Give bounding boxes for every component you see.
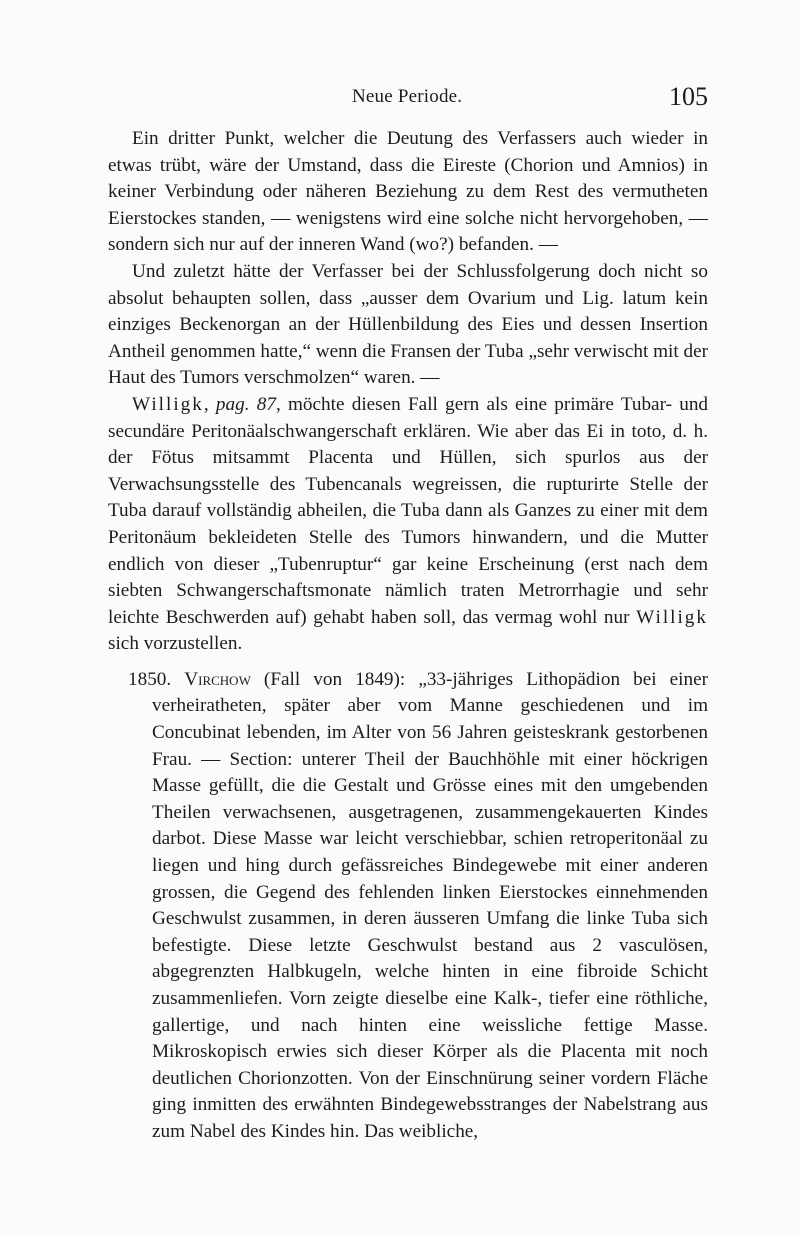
entry-year: 1850. bbox=[128, 668, 172, 690]
body-text bbox=[108, 126, 708, 1146]
paragraph-3-end: sich vorzustellen. bbox=[108, 633, 243, 655]
author-name: Willigk bbox=[636, 606, 708, 628]
entry-text: (Fall von 1849): „33-jähriges Lithopädion bei einer verheiratheten, später aber vom Manne geschiedenen und im Concubinat lebenden, im Alter von 56 Jahren geisteskrank gestorbenen Frau. — Section: unterer Theil der Bauchhöhle mit einer höckrigen Masse gefüllt, die die Gestalt und Grösse eines mit den umgebenden Theilen verwachsenen, ausgetragenen, zusammengekauerten Kindes darbot. Diese Masse war leicht verschiebbar, schien retroperitonäal zu liegen und hing durch gefässreiches Bindegewebe mit einer anderen grossen, die Gegend des fehlenden linken Eierstockes einnehmenden Geschwulst zusammen, in deren äusseren Umfang die linke Tuba sich befestigte. Diese letzte Geschwulst bestand aus 2 vasculösen, abgegrenzten Halbkugeln, welche hinten in eine fibroide Schicht zusammenliefen. Vorn zeigte dieselbe eine Kalk-, tiefer eine röthliche, gallertige, und nach hinten eine weissliche fettige Masse. Mikroskopisch erwies sich dieser Körper als die Placenta mit noch deutlichen Chorionzotten. Von der Einschnürung seiner vordern Fläche ging inmitten des erwähnten Bindegewebsstranges der Nabelstrang aus zum Nabel des Kindes hin. Das weibliche, bbox=[152, 668, 709, 1142]
paragraph-2: Und zuletzt hätte der Verfasser bei der Schlussfolgerung doch nicht so absolut behaupten sollen, dass „ausser dem Ovarium und Lig. latum kein einziges Beckenorgan an der Hüllenbildung des Eies und dessen Insertion Antheil genommen hatte,“ wenn die Fransen der Tuba „sehr verwischt mit der Haut des Tumors verschmolzen“ waren. — bbox=[108, 260, 708, 389]
running-title: Neue Periode. bbox=[352, 86, 463, 107]
section-gap bbox=[108, 658, 708, 667]
entry-author: Virchow bbox=[184, 668, 251, 690]
author-name: Willigk bbox=[132, 393, 204, 415]
running-head bbox=[108, 84, 708, 114]
case-entry bbox=[108, 667, 708, 1146]
paragraph-3-text: , möchte diesen Fall gern als eine primäre Tubar- und secundäre Peritonäalschwangerschaft erklären. Wie aber das Ei in toto, d. h. der Fötus mitsammt Placenta und Hüllen, sich spurlos aus der Verwachsungsstelle des Tubencanals wegreissen, die rupturirte Stelle der Tuba darauf vollständig abheilen, die Tuba dann als Ganzes zu einer mit dem Peritonäum bekleideten Stelle des Tumors hinwandern, und die Mutter endlich von dieser „Tubenruptur“ gar keine Erscheinung (erst nach dem siebten Schwangerschaftsmonate nämlich traten Metrorrhagie und sehr leichte Beschwerden auf) gehabt haben soll, das vermag wohl nur bbox=[108, 393, 709, 628]
paragraph-3: Willigk, pag. 87, möchte diesen Fall gern als eine primäre Tubar- und secundäre Peritonäalschwangerschaft erklären. Wie aber das Ei in toto, d. h. der Fötus mitsammt Placenta und Hüllen, sich spurlos aus der Verwachsungsstelle des Tubencanals wegreissen, die rupturirte Stelle der Tuba darauf vollständig abheilen, die Tuba dann als Ganzes zu einer mit dem Peritonäum bekleideten Stelle des Tumors hinwandern, und die Mutter endlich von dieser „Tubenruptur“ gar keine Erscheinung (erst nach dem siebten Schwangerschaftsmonate nämlich traten Metrorrhagie und sehr leichte Beschwerden auf) gehabt haben soll, das vermag wohl nur Willigk sich vorzustellen. bbox=[108, 393, 709, 655]
paragraph-1: Ein dritter Punkt, welcher die Deutung des Verfassers auch wieder in etwas trübt, wäre der Umstand, dass die Eireste (Chorion und Amnios) in keiner Verbindung oder näheren Beziehung zu dem Rest des vermutheten Eierstockes standen, — wenigstens wird eine solche nicht hervorgehoben, — sondern sich nur auf der inneren Wand (wo?) befanden. — bbox=[108, 128, 708, 256]
page-number: 105 bbox=[669, 82, 708, 111]
page-reference: pag. 87 bbox=[215, 393, 276, 415]
